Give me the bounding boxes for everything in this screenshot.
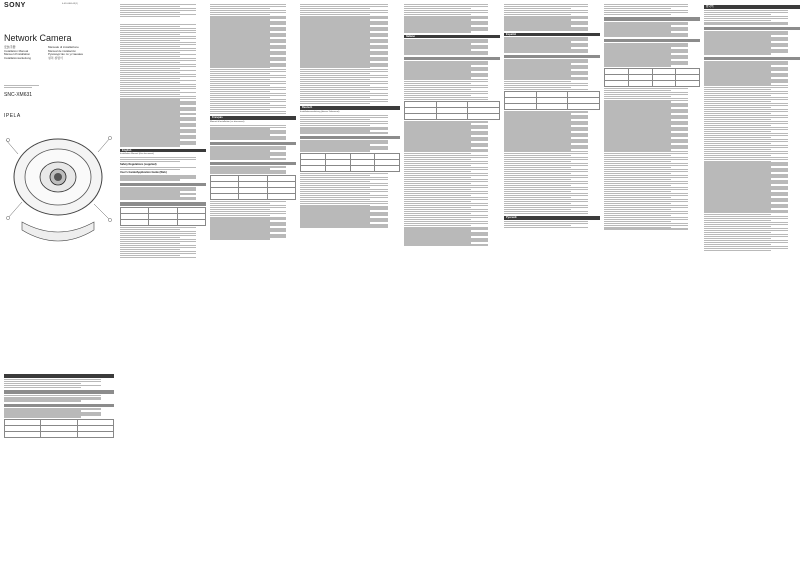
section-bar	[4, 390, 114, 394]
column-8	[704, 0, 800, 568]
section-bar	[604, 39, 700, 43]
spec-table	[604, 68, 700, 87]
russkiy-bar: Русский	[504, 216, 600, 220]
spec-table	[4, 419, 114, 438]
section-bar	[4, 404, 114, 408]
camera-diagram	[2, 122, 116, 272]
english-bar: English	[120, 149, 206, 153]
model-number: SNC-XM631	[4, 92, 33, 98]
series-logo: IPELA	[4, 113, 21, 119]
english-heading: Installation Manual (this document)	[120, 153, 154, 156]
deutsch-heading: Installationsanleitung (dieses Dokument)	[300, 110, 340, 113]
francais-bar: Français	[210, 116, 296, 120]
brand-logo: SONY	[4, 2, 26, 9]
section-bar	[210, 142, 296, 146]
subtitle-item: Manuale di installazione	[48, 45, 79, 49]
column-6	[504, 0, 600, 568]
section-bar	[210, 162, 296, 166]
cover-text	[4, 372, 114, 439]
korean-bar: 한국어	[704, 5, 800, 9]
section-bar	[704, 57, 800, 61]
subtitle-item: 설치 설명서	[48, 55, 63, 60]
spec-table	[404, 101, 500, 120]
safety-heading: Safety Regulations (supplied)	[120, 163, 157, 167]
column-5	[404, 0, 500, 568]
doc-code: 4-410-860-03(1)	[62, 3, 78, 5]
section-bar	[604, 17, 700, 21]
section-bar	[120, 202, 206, 206]
francais-heading: Manuel d'installation (ce document)	[210, 120, 245, 123]
section-bar	[704, 27, 800, 31]
subtitle-list	[4, 46, 31, 60]
cover-notice	[4, 84, 44, 89]
espanol-bar: Español	[504, 33, 600, 37]
subtitle-item: Installationsanleitung	[4, 55, 31, 60]
subtitle-item: Manual de instalación	[48, 48, 76, 53]
users-guide-heading: User's Guide/Application Guide (Web)	[120, 171, 167, 175]
subtitle-list-2	[48, 46, 83, 60]
italiano-bar: Italiano	[404, 35, 500, 39]
subtitle-item: Руководство по установке	[48, 52, 84, 57]
subtitle-item: Installation Manual	[4, 48, 29, 53]
section-bar	[4, 374, 114, 378]
spec-table	[210, 175, 296, 200]
spec-table	[300, 153, 400, 172]
product-title: Network Camera	[4, 33, 72, 43]
subtitle-item: 安装手册	[4, 45, 16, 49]
cover-column	[0, 0, 118, 565]
column-4	[300, 0, 400, 568]
section-bar	[120, 183, 206, 187]
spec-table	[504, 91, 600, 110]
column-3	[210, 0, 296, 568]
column-7	[604, 0, 700, 568]
section-bar	[300, 136, 400, 140]
deutsch-bar: Deutsch	[300, 106, 400, 110]
subtitle-item: Manuel d'installation	[4, 52, 31, 57]
spec-table	[120, 207, 206, 226]
column-2	[120, 0, 206, 568]
section-bar	[404, 57, 500, 61]
section-bar	[504, 55, 600, 59]
